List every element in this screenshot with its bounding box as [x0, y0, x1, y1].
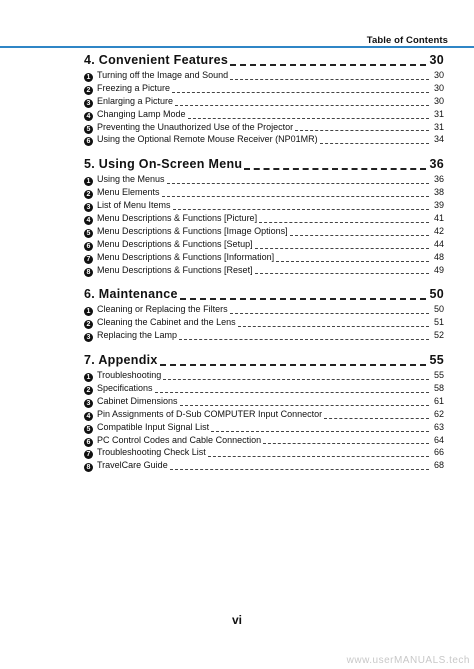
toc-entry[interactable]: [84, 226, 444, 239]
toc-section: [84, 157, 444, 277]
number-badge-icon: 1: [84, 73, 93, 82]
entry-label: Troubleshooting: [97, 370, 162, 381]
dot-leader: [179, 330, 429, 343]
entry-label: Turning off the Image and Sound: [97, 70, 229, 80]
toc-entry[interactable]: [84, 330, 444, 343]
entry-page-number: 30: [433, 95, 444, 106]
number-badge-icon: 1: [84, 307, 93, 316]
entry-page-number: 50: [433, 304, 444, 315]
dot-leader: [230, 304, 429, 317]
entry-page-number: 49: [433, 264, 444, 275]
section-title: 5. Using On-Screen Menu: [84, 157, 243, 172]
entry-page-number: 31: [433, 121, 444, 132]
number-badge-icon: 6: [84, 137, 93, 146]
toc-entry[interactable]: [84, 174, 444, 187]
entry-page-number: 39: [433, 200, 444, 211]
toc-entry[interactable]: [84, 317, 444, 330]
toc-entry[interactable]: [84, 70, 444, 83]
entry-page-number: 38: [433, 187, 444, 198]
entry-page-number: 62: [433, 408, 444, 419]
entry-page-number: 30: [433, 82, 444, 93]
dot-leader: [160, 353, 427, 370]
toc-entry[interactable]: [84, 265, 444, 278]
number-badge-icon: 2: [84, 86, 93, 95]
entry-label: Enlarging a Picture: [97, 95, 174, 106]
entry-label: Freezing a Picture: [97, 82, 171, 93]
number-badge-icon: 7: [84, 255, 93, 264]
entry-page-number: 48: [433, 251, 444, 262]
footer-page-number: vi: [231, 613, 242, 627]
entry-page-number: 31: [433, 108, 444, 119]
number-badge-icon: 1: [84, 373, 93, 382]
section-heading[interactable]: [84, 53, 444, 70]
toc-entry[interactable]: [84, 239, 444, 252]
section-heading[interactable]: [84, 157, 444, 174]
number-badge-icon: 4: [84, 216, 93, 225]
toc-entry[interactable]: [84, 83, 444, 96]
entry-label: PC Control Codes and Cable Connection: [97, 434, 262, 445]
entry-page-number: 55: [433, 370, 444, 381]
entry-page-number: 34: [433, 134, 444, 145]
section-title: 4. Convenient Features: [84, 53, 229, 67]
section-page-number: 36: [429, 157, 444, 172]
number-badge-icon: 6: [84, 438, 93, 447]
number-badge-icon: 3: [84, 333, 93, 342]
toc-entry[interactable]: [84, 460, 444, 473]
entry-label: Specifications: [97, 383, 153, 394]
dot-leader: [188, 109, 429, 122]
entry-label: Menu Descriptions & Functions [Setup]: [97, 238, 253, 249]
entry-label: TravelCare Guide: [97, 460, 168, 471]
dot-leader: [163, 370, 429, 383]
dot-leader: [290, 226, 429, 239]
dot-leader: [170, 460, 429, 473]
toc-entry[interactable]: [84, 252, 444, 265]
toc-entry[interactable]: [84, 447, 444, 460]
number-badge-icon: 4: [84, 112, 93, 121]
watermark: www.userMANUALS.tech: [346, 655, 470, 666]
section-title: 7. Appendix: [84, 353, 158, 368]
number-badge-icon: 8: [84, 463, 93, 472]
entry-label: Using the Optional Remote Mouse Receiver (NP01MR): [97, 134, 318, 145]
header-rule: [0, 46, 474, 48]
dot-leader: [244, 157, 426, 174]
entry-page-number: 41: [433, 213, 444, 224]
toc-entry[interactable]: [84, 134, 444, 147]
toc-entry[interactable]: [84, 96, 444, 109]
dot-leader: [263, 435, 429, 448]
number-badge-icon: 5: [84, 125, 93, 134]
entry-page-number: 63: [433, 421, 444, 432]
number-badge-icon: 1: [84, 177, 93, 186]
entry-label: Cleaning the Cabinet and the Lens: [97, 317, 236, 328]
number-badge-icon: 2: [84, 190, 93, 199]
dot-leader: [255, 239, 429, 252]
entry-page-number: 68: [433, 460, 444, 471]
toc-entry[interactable]: [84, 370, 444, 383]
dot-leader: [180, 396, 429, 409]
dot-leader: [167, 174, 429, 187]
dot-leader: [172, 83, 429, 96]
section-page-number: 50: [429, 287, 444, 302]
toc-entry[interactable]: [84, 422, 444, 435]
toc-entry[interactable]: [84, 122, 444, 135]
dot-leader: [211, 422, 429, 435]
entry-page-number: 51: [433, 317, 444, 328]
entry-label: Cleaning or Replacing the Filters: [97, 304, 228, 315]
number-badge-icon: 3: [84, 399, 93, 408]
entry-page-number: 42: [433, 225, 444, 236]
number-badge-icon: 2: [84, 386, 93, 395]
entry-label: List of Menu Items: [97, 200, 171, 211]
dot-leader: [238, 317, 429, 330]
toc-entry[interactable]: [84, 200, 444, 213]
toc-entry[interactable]: [84, 396, 444, 409]
number-badge-icon: 3: [84, 99, 93, 108]
dot-leader: [230, 70, 429, 83]
toc-entry[interactable]: [84, 109, 444, 122]
entry-page-number: 64: [433, 434, 444, 445]
entry-page-number: 52: [433, 330, 444, 341]
section-heading[interactable]: [84, 287, 444, 304]
dot-leader: [208, 447, 429, 460]
dot-leader: [180, 287, 427, 304]
dot-leader: [276, 252, 429, 265]
entry-label: Menu Descriptions & Functions [Picture]: [97, 213, 258, 224]
entry-label: Using the Menus: [97, 174, 165, 185]
entry-label: Preventing the Unauthorized Use of the Projector: [97, 121, 294, 132]
dot-leader: [320, 134, 429, 147]
entry-label: Compatible Input Signal List: [97, 421, 210, 432]
entry-page-number: 61: [433, 395, 444, 406]
entry-page-number: 44: [433, 238, 444, 249]
number-badge-icon: 4: [84, 412, 93, 421]
toc-entry[interactable]: [84, 435, 444, 448]
section-page-number: 55: [429, 353, 444, 368]
dot-leader: [162, 187, 429, 200]
number-badge-icon: 5: [84, 425, 93, 434]
number-badge-icon: 2: [84, 320, 93, 329]
toc-entry[interactable]: [84, 383, 444, 396]
dot-leader: [295, 122, 429, 135]
entry-label: Troubleshooting Check List: [97, 447, 206, 458]
entry-label: Menu Descriptions & Functions [Image Options]: [97, 225, 288, 236]
entry-label: Replacing the Lamp: [97, 330, 178, 341]
section-heading[interactable]: [84, 353, 444, 370]
toc-section: [84, 53, 444, 147]
entry-page-number: 58: [433, 383, 444, 394]
header-title: Table of Contents: [366, 35, 448, 46]
dot-leader: [175, 96, 429, 109]
toc-entry[interactable]: [84, 213, 444, 226]
entry-label: Menu Elements: [97, 187, 160, 198]
entry-label: Menu Descriptions & Functions [Information]: [97, 251, 275, 262]
toc-entry[interactable]: [84, 304, 444, 317]
number-badge-icon: 3: [84, 203, 93, 212]
entry-label: Pin Assignments of D-Sub COMPUTER Input Connector: [97, 408, 323, 419]
number-badge-icon: 7: [84, 450, 93, 459]
dot-leader: [324, 409, 429, 422]
number-badge-icon: 8: [84, 268, 93, 277]
dot-leader: [259, 213, 429, 226]
dot-leader: [155, 383, 429, 396]
entry-page-number: 30: [433, 70, 444, 80]
number-badge-icon: 5: [84, 229, 93, 238]
toc-entry[interactable]: [84, 409, 444, 422]
toc-section: [84, 353, 444, 473]
entry-label: Menu Descriptions & Functions [Reset]: [97, 264, 253, 275]
toc-entry[interactable]: [84, 187, 444, 200]
entry-label: Changing Lamp Mode: [97, 108, 186, 119]
entry-page-number: 36: [433, 174, 444, 185]
toc-section: [84, 287, 444, 343]
section-title: 6. Maintenance: [84, 287, 178, 302]
dot-leader: [173, 200, 429, 213]
entry-page-number: 66: [433, 447, 444, 458]
entry-label: Cabinet Dimensions: [97, 395, 178, 406]
dot-leader: [230, 53, 426, 70]
table-of-contents: [84, 53, 444, 483]
section-page-number: 30: [429, 53, 444, 67]
dot-leader: [255, 265, 429, 278]
number-badge-icon: 6: [84, 242, 93, 251]
